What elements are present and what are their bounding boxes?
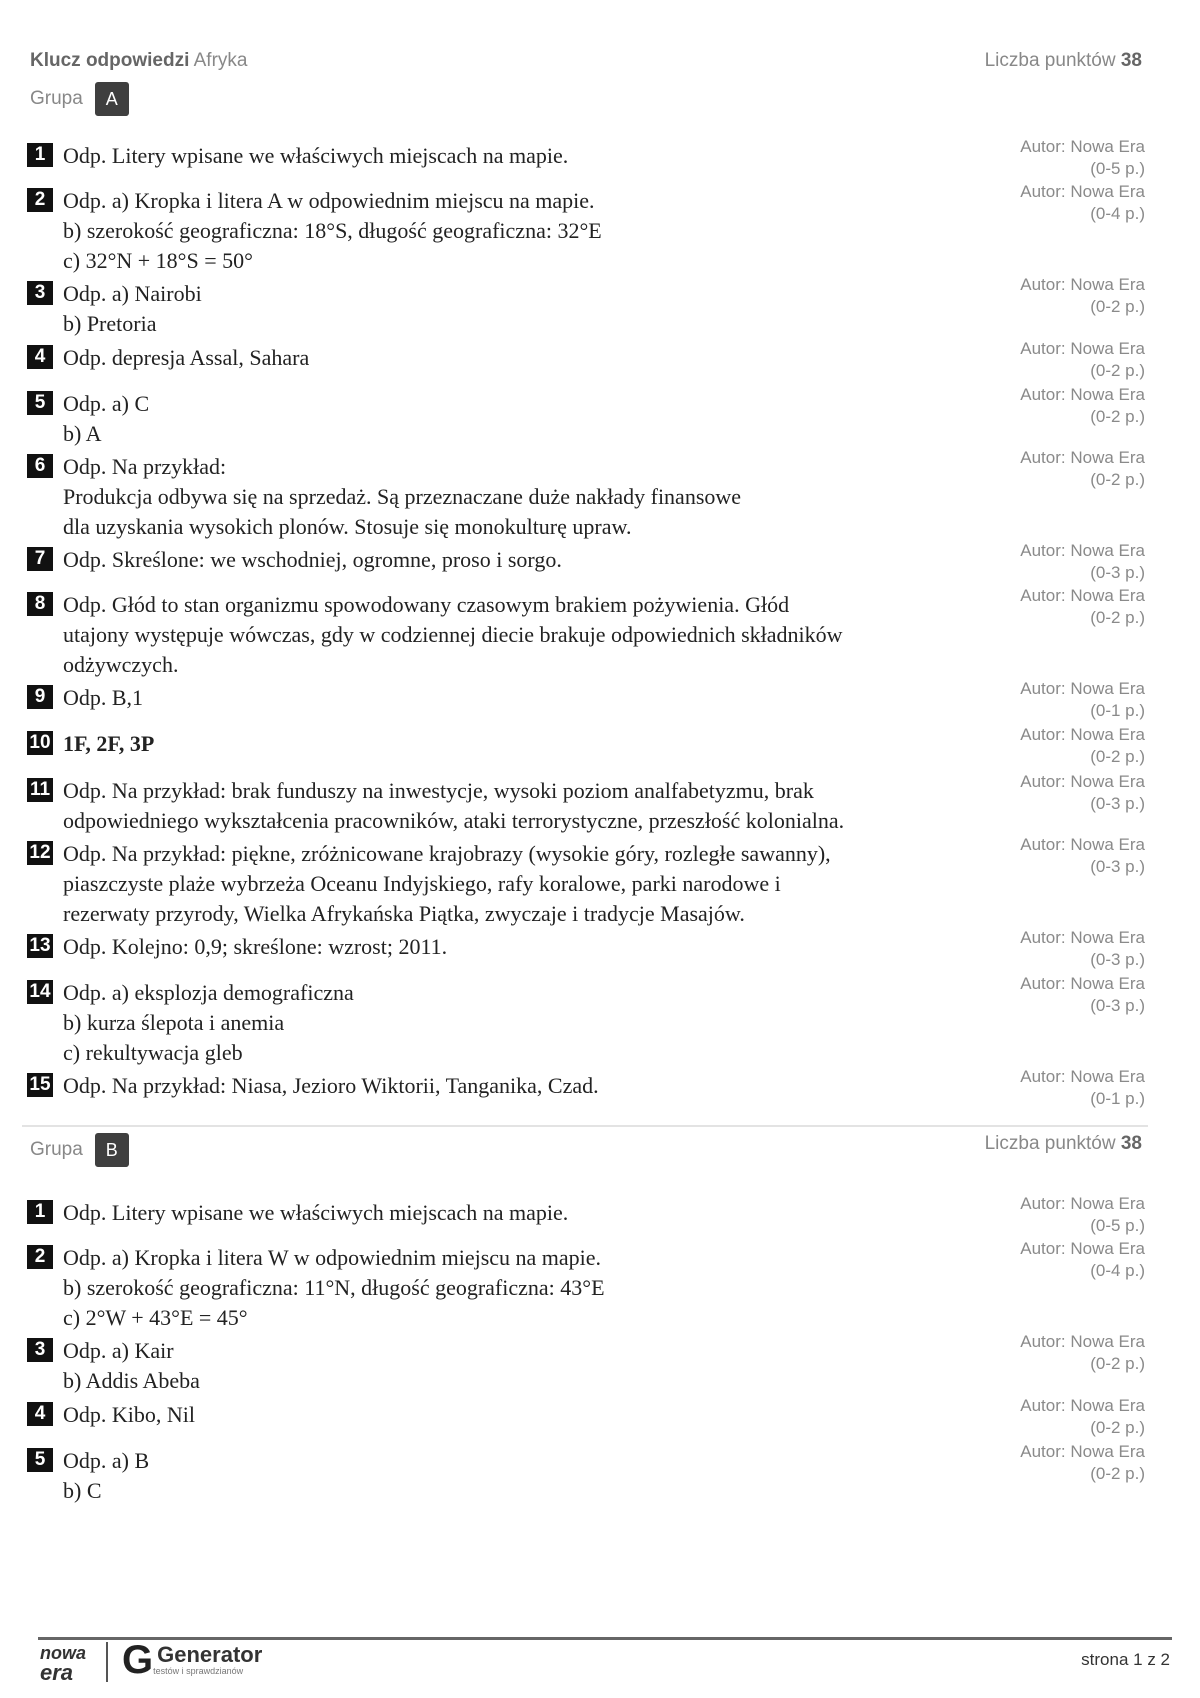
points-value: 38 — [1120, 1133, 1142, 1154]
answer-line: b) Addis Abeba — [63, 1368, 200, 1393]
answer-item — [27, 974, 1175, 1068]
answer-meta — [1020, 1395, 1145, 1439]
answer-text — [63, 343, 1013, 373]
answer-text — [63, 776, 1013, 836]
answer-line: Odp. Kibo, Nil — [63, 1402, 195, 1427]
answer-text — [63, 1071, 1013, 1101]
question-number: 3 — [27, 1338, 53, 1362]
title-subject: Afryka — [189, 50, 248, 71]
question-number: 5 — [27, 1448, 53, 1472]
author-label: Autor: Nowa Era — [1020, 1442, 1145, 1461]
points-range: (0-2 p.) — [1090, 297, 1145, 316]
points-label: Liczba punktów — [984, 1133, 1116, 1154]
answer-line: Odp. Kolejno: 0,9; skreślone: wzrost; 2011. — [63, 934, 448, 959]
question-number: 1 — [27, 143, 53, 167]
answer-text — [63, 839, 1013, 929]
question-number: 14 — [27, 980, 53, 1004]
points-range: (0-3 p.) — [1090, 996, 1145, 1015]
generator-logo — [122, 1640, 262, 1680]
answer-item — [27, 1239, 1175, 1333]
group-badge: A — [95, 82, 129, 116]
answer-item — [27, 385, 1175, 449]
author-label: Autor: Nowa Era — [1020, 586, 1145, 605]
points-range: (0-2 p.) — [1090, 747, 1145, 766]
answer-text — [63, 186, 1013, 276]
points-range: (0-2 p.) — [1090, 608, 1145, 627]
answer-item — [27, 835, 1175, 929]
points-range: (0-4 p.) — [1090, 204, 1145, 223]
answer-text — [63, 1336, 1013, 1396]
answer-line: Odp. a) B — [63, 1448, 150, 1473]
answer-text — [63, 141, 1013, 171]
answer-line: piaszczyste plaże wybrzeża Oceanu Indyjskiego, rafy koralowe, parki narodowe i — [63, 871, 781, 896]
author-label: Autor: Nowa Era — [1020, 679, 1145, 698]
answer-text — [63, 590, 1013, 680]
group-a-points — [985, 50, 1142, 72]
author-label: Autor: Nowa Era — [1020, 448, 1145, 467]
answer-line: Odp. depresja Assal, Sahara — [63, 345, 310, 370]
question-number: 13 — [27, 934, 53, 958]
answer-line: Odp. a) Kair — [63, 1338, 174, 1363]
logo-separator — [106, 1642, 108, 1682]
author-label: Autor: Nowa Era — [1020, 182, 1145, 201]
answer-line: rezerwaty przyrody, Wielka Afrykańska Piątka, zwyczaje i tradycje Masajów. — [63, 901, 745, 926]
answer-text — [63, 978, 1013, 1068]
answer-meta — [1020, 724, 1145, 768]
group-divider — [22, 1125, 1148, 1127]
answer-text — [63, 545, 1013, 575]
group-b-points — [985, 1133, 1142, 1155]
answer-item — [27, 137, 1175, 178]
author-label: Autor: Nowa Era — [1020, 928, 1145, 947]
question-number: 10 — [27, 731, 53, 755]
answer-item — [27, 448, 1175, 542]
answer-item — [27, 679, 1175, 720]
points-range: (0-2 p.) — [1090, 407, 1145, 426]
answer-line: b) szerokość geograficzna: 11°N, długość geograficzna: 43°E — [63, 1275, 605, 1300]
answer-meta — [1020, 1066, 1145, 1110]
answer-line: c) rekultywacja gleb — [63, 1040, 243, 1065]
answer-item — [27, 1442, 1175, 1506]
author-label: Autor: Nowa Era — [1020, 275, 1145, 294]
answer-line: Odp. Litery wpisane we właściwych miejscach na mapie. — [63, 1200, 569, 1225]
points-range: (0-3 p.) — [1090, 857, 1145, 876]
question-number: 4 — [27, 345, 53, 369]
document-title — [30, 50, 247, 72]
answer-line: Odp. Skreślone: we wschodniej, ogromne, proso i sorgo. — [63, 547, 562, 572]
points-range: (0-2 p.) — [1090, 361, 1145, 380]
answer-line: b) C — [63, 1478, 102, 1503]
answer-line: Odp. a) C — [63, 391, 150, 416]
answer-line: 1F, 2F, 3P — [63, 731, 155, 756]
author-label: Autor: Nowa Era — [1020, 339, 1145, 358]
answer-text — [63, 1243, 1013, 1333]
author-label: Autor: Nowa Era — [1020, 137, 1145, 156]
author-label: Autor: Nowa Era — [1020, 1194, 1145, 1213]
points-range: (0-2 p.) — [1090, 1354, 1145, 1373]
answer-meta — [1020, 338, 1145, 382]
answer-line: Odp. a) Kropka i litera W w odpowiednim miejscu na mapie. — [63, 1245, 602, 1270]
answer-item — [27, 541, 1175, 582]
answer-meta — [1020, 181, 1145, 225]
points-label: Liczba punktów — [984, 50, 1116, 71]
answer-meta — [1020, 927, 1145, 971]
answer-item — [27, 339, 1175, 380]
page-number: strona 1 z 2 — [1081, 1650, 1170, 1669]
author-label: Autor: Nowa Era — [1020, 1067, 1145, 1086]
question-number: 2 — [27, 1245, 53, 1269]
question-number: 8 — [27, 592, 53, 616]
answer-line: b) A — [63, 421, 102, 446]
answer-meta — [1020, 1193, 1145, 1237]
answer-text — [63, 1400, 1013, 1430]
answer-meta — [1020, 274, 1145, 318]
answer-item — [27, 275, 1175, 339]
answer-meta — [1020, 678, 1145, 722]
group-badge: B — [95, 1133, 129, 1167]
answer-line: Odp. a) Kropka i litera A w odpowiednim miejscu na mapie. — [63, 188, 595, 213]
group-a-header — [30, 82, 129, 116]
points-range: (0-5 p.) — [1090, 159, 1145, 178]
answer-item — [27, 1396, 1175, 1437]
answer-text — [63, 279, 1013, 339]
answer-meta — [1020, 540, 1145, 584]
answer-meta — [1020, 1441, 1145, 1485]
answer-line: utajony występuje wówczas, gdy w codziennej diecie brakuje odpowiednich składników — [63, 622, 843, 647]
answer-text — [63, 683, 1013, 713]
answer-line: b) kurza ślepota i anemia — [63, 1010, 285, 1035]
answer-line: Odp. Na przykład: Niasa, Jezioro Wiktorii, Tanganika, Czad. — [63, 1073, 599, 1098]
generator-subtext: testów i sprawdzianów — [153, 1666, 244, 1676]
answer-text — [63, 729, 1013, 759]
question-number: 1 — [27, 1200, 53, 1224]
answer-item — [27, 586, 1175, 680]
answer-line: c) 2°W + 43°E = 45° — [63, 1305, 248, 1330]
author-label: Autor: Nowa Era — [1020, 385, 1145, 404]
question-number: 11 — [27, 778, 53, 802]
answer-line: Produkcja odbywa się na sprzedaż. Są przeznaczane duże nakłady finansowe — [63, 484, 742, 509]
answer-text — [63, 1198, 1013, 1228]
points-range: (0-2 p.) — [1090, 470, 1145, 489]
answer-line: Odp. a) Nairobi — [63, 281, 202, 306]
question-number: 15 — [27, 1073, 53, 1097]
author-label: Autor: Nowa Era — [1020, 974, 1145, 993]
answer-line: Odp. Na przykład: piękne, zróżnicowane krajobrazy (wysokie góry, rozległe sawanny), — [63, 841, 831, 866]
question-number: 6 — [27, 454, 53, 478]
answer-line: b) Pretoria — [63, 311, 157, 336]
points-range: (0-4 p.) — [1090, 1261, 1145, 1280]
author-label: Autor: Nowa Era — [1020, 1239, 1145, 1258]
answer-item — [27, 1332, 1175, 1396]
author-label: Autor: Nowa Era — [1020, 1396, 1145, 1415]
question-number: 12 — [27, 841, 53, 865]
logo-nowa-text: nowa — [40, 1643, 87, 1663]
author-label: Autor: Nowa Era — [1020, 772, 1145, 791]
answer-meta — [1020, 447, 1145, 491]
answer-text — [63, 932, 1013, 962]
points-range: (0-3 p.) — [1090, 794, 1145, 813]
answer-line: Odp. Głód to stan organizmu spowodowany czasowym brakiem pożywienia. Głód — [63, 592, 790, 617]
answer-line: Odp. Na przykład: brak funduszy na inwestycje, wysoki poziom analfabetyzmu, brak — [63, 778, 814, 803]
logo-era-text: era — [40, 1660, 74, 1685]
points-range: (0-1 p.) — [1090, 701, 1145, 720]
answer-text — [63, 452, 1013, 542]
points-range: (0-2 p.) — [1090, 1418, 1145, 1437]
title-key: Klucz odpowiedzi — [30, 50, 190, 71]
answer-line: b) szerokość geograficzna: 18°S, długość geograficzna: 32°E — [63, 218, 602, 243]
answer-meta — [1020, 136, 1145, 180]
answer-line: Odp. Litery wpisane we właściwych miejscach na mapie. — [63, 143, 569, 168]
question-number: 5 — [27, 391, 53, 415]
points-range: (0-1 p.) — [1090, 1089, 1145, 1108]
answer-meta — [1020, 585, 1145, 629]
group-label: Grupa — [30, 1139, 83, 1160]
points-range: (0-5 p.) — [1090, 1216, 1145, 1235]
answer-meta — [1020, 834, 1145, 878]
answer-line: odżywczych. — [63, 652, 179, 677]
answer-text — [63, 1446, 1013, 1506]
points-range: (0-3 p.) — [1090, 950, 1145, 969]
answer-line: Odp. a) eksplozja demograficzna — [63, 980, 354, 1005]
question-number: 3 — [27, 281, 53, 305]
nowa-era-logo — [40, 1644, 86, 1684]
answer-meta — [1020, 1331, 1145, 1375]
answer-item — [27, 1067, 1175, 1108]
answer-item — [27, 1194, 1175, 1235]
points-range: (0-2 p.) — [1090, 1464, 1145, 1483]
answer-item — [27, 725, 1175, 766]
answer-line: dla uzyskania wysokich plonów. Stosuje się monokulturę upraw. — [63, 514, 632, 539]
group-label: Grupa — [30, 88, 83, 109]
answer-line: Odp. B,1 — [63, 685, 144, 710]
answer-item — [27, 928, 1175, 969]
answer-meta — [1020, 771, 1145, 815]
question-number: 2 — [27, 188, 53, 212]
answer-text — [63, 389, 1013, 449]
author-label: Autor: Nowa Era — [1020, 725, 1145, 744]
author-label: Autor: Nowa Era — [1020, 835, 1145, 854]
answer-meta — [1020, 384, 1145, 428]
author-label: Autor: Nowa Era — [1020, 541, 1145, 560]
group-b-header — [30, 1133, 129, 1167]
answer-line: c) 32°N + 18°S = 50° — [63, 248, 253, 273]
generator-g-icon: G — [122, 1638, 154, 1682]
question-number: 4 — [27, 1402, 53, 1426]
author-label: Autor: Nowa Era — [1020, 1332, 1145, 1351]
answer-meta — [1020, 1238, 1145, 1282]
answer-item — [27, 182, 1175, 276]
answer-item — [27, 772, 1175, 836]
answer-meta — [1020, 973, 1145, 1017]
answer-line: odpowiedniego wykształcenia pracowników, ataki terrorystyczne, przeszłość kolonialna. — [63, 808, 845, 833]
points-value: 38 — [1120, 50, 1142, 71]
generator-text: Generator — [157, 1642, 263, 1667]
question-number: 7 — [27, 547, 53, 571]
question-number: 9 — [27, 685, 53, 709]
answer-line: Odp. Na przykład: — [63, 454, 227, 479]
points-range: (0-3 p.) — [1090, 563, 1145, 582]
